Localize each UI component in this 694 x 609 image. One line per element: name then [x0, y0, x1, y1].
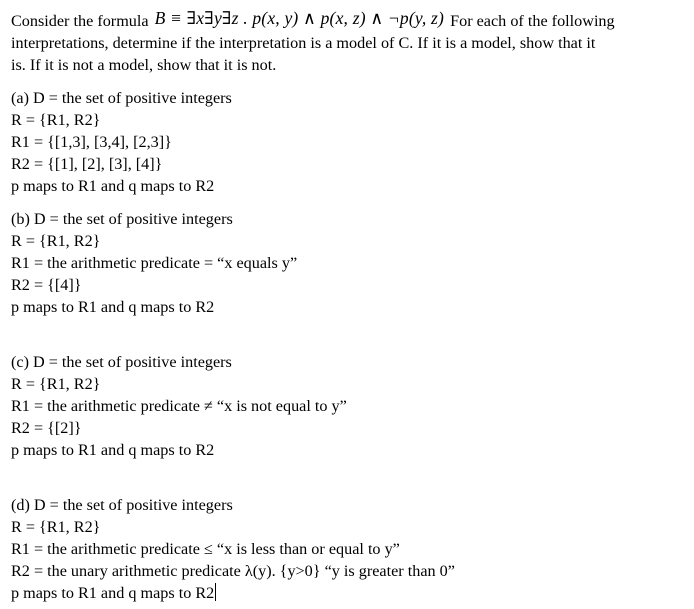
part-b-line: R2 = {[4]}	[11, 276, 82, 294]
part-d-line: R2 = the unary arithmetic predicate λ(y). {y>0} “y is greater than 0”	[11, 562, 455, 580]
part-d-last-line[interactable]	[11, 582, 691, 604]
part-a-line: p maps to R1 and q maps to R2	[11, 177, 215, 195]
intro-paragraph	[11, 6, 691, 76]
intro-line-3: is. If it is not a model, show that it is not.	[11, 56, 277, 74]
part-a-line: R2 = {[1], [2], [3], [4]}	[11, 155, 163, 173]
part-d	[11, 494, 691, 604]
part-b-line: R1 = the arithmetic predicate = “x equals y”	[11, 254, 298, 272]
part-c-line: (c) D = the set of positive integers	[11, 353, 232, 371]
part-b-line: R = {R1, R2}	[11, 232, 101, 250]
part-a-line: R1 = {[1,3], [3,4], [2,3]}	[11, 133, 172, 151]
part-d-last-line-text: p maps to R1 and q maps to R2	[11, 584, 215, 602]
part-c-line: p maps to R1 and q maps to R2	[11, 441, 215, 459]
document-body	[11, 6, 691, 604]
intro-trail-text: For each of the following	[450, 12, 615, 30]
part-a-line: R = {R1, R2}	[11, 111, 101, 129]
intro-line-2: interpretations, determine if the interpretation is a model of C. If it is a model, show that it	[11, 34, 596, 52]
part-c	[11, 351, 691, 461]
part-d-line: R1 = the arithmetic predicate ≤ “x is less than or equal to y”	[11, 540, 400, 558]
part-d-line: R = {R1, R2}	[11, 518, 101, 536]
part-b	[11, 208, 691, 318]
intro-lead-text: Consider the formula	[11, 12, 149, 30]
text-cursor	[215, 583, 216, 601]
part-b-line: (b) D = the set of positive integers	[11, 210, 233, 228]
part-c-line: R = {R1, R2}	[11, 375, 101, 393]
part-c-line: R2 = {[2]}	[11, 419, 82, 437]
part-d-line: (d) D = the set of positive integers	[11, 496, 233, 514]
formula-b: B ≡ ∃x∃y∃z . p(x, y) ∧ p(x, z) ∧ ¬p(y, z)	[154, 8, 445, 28]
part-c-line: R1 = the arithmetic predicate ≠ “x is not equal to y”	[11, 397, 347, 415]
intro-line-1	[11, 6, 691, 32]
part-a	[11, 87, 691, 197]
part-b-line: p maps to R1 and q maps to R2	[11, 298, 215, 316]
part-a-line: (a) D = the set of positive integers	[11, 89, 232, 107]
